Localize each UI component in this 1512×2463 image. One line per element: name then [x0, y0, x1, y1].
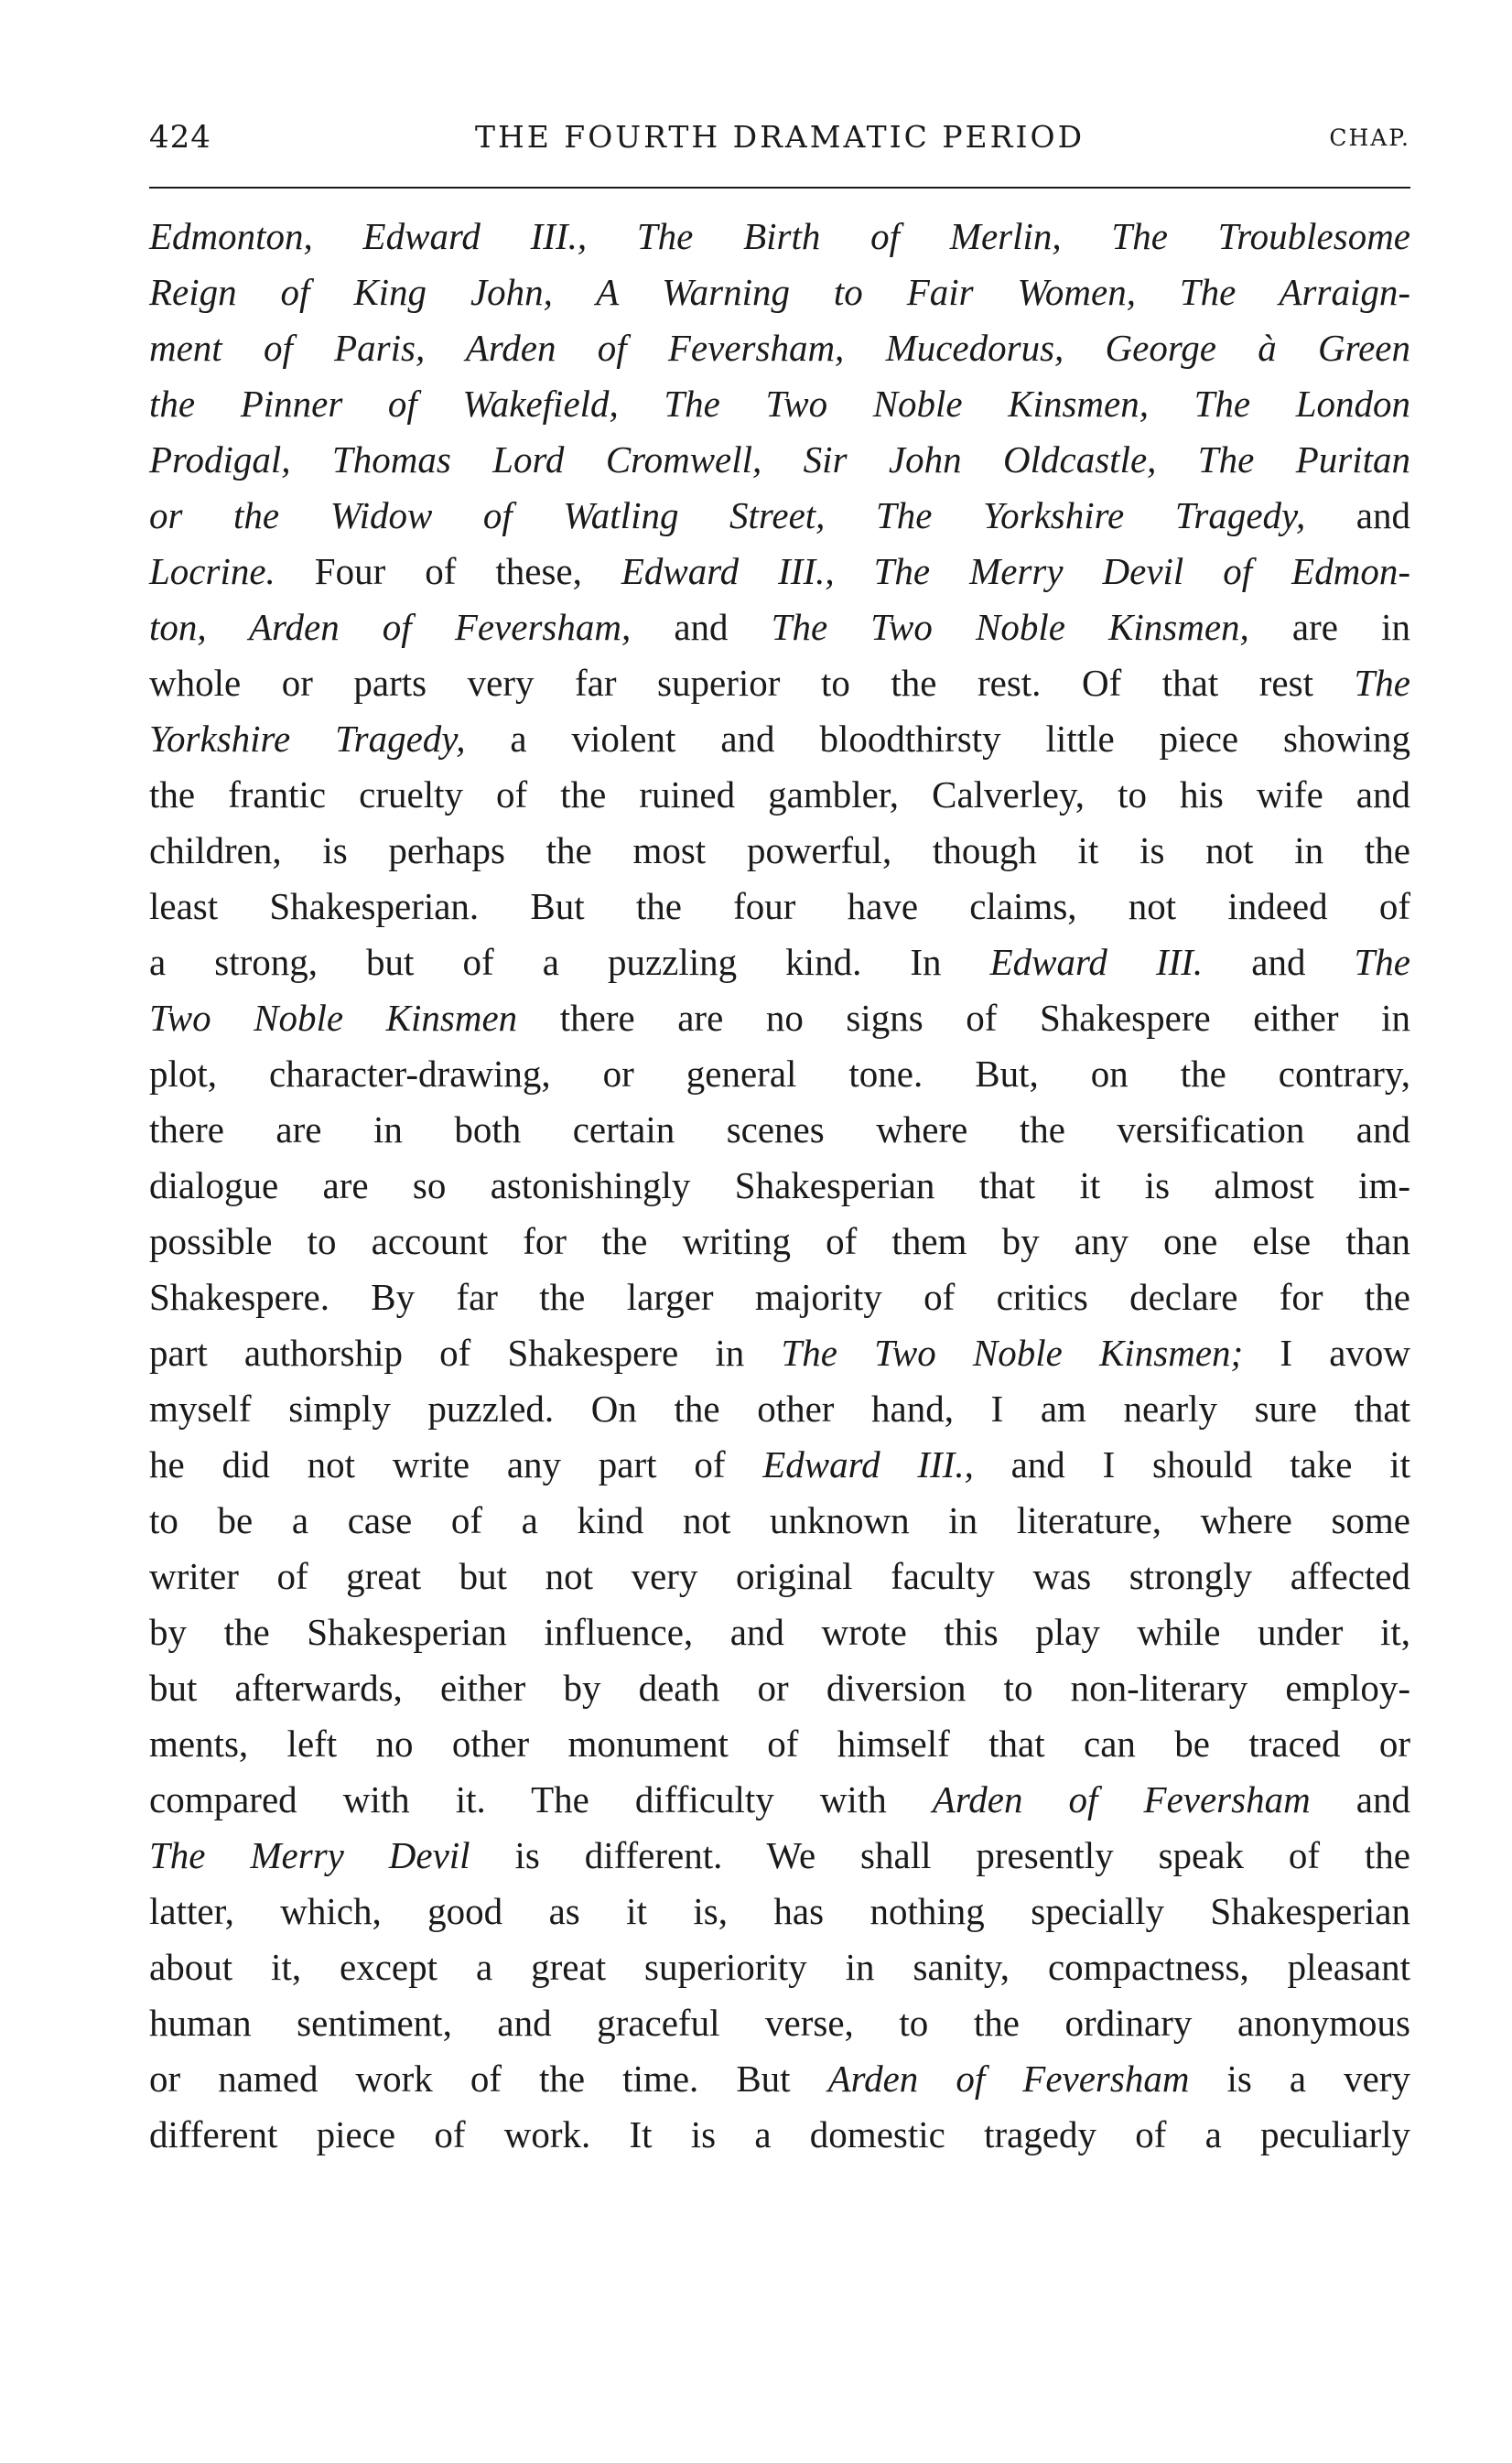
text-run: least Shakesperian. But the four have claims, not indeed of: [149, 885, 1410, 927]
text-line: [149, 320, 1410, 376]
text-run: but afterwards, either by death or diversion to non-literary employ-: [149, 1667, 1410, 1709]
text-run: ments, left no other monument of himself that can be traced or: [149, 1723, 1410, 1765]
text-line: [149, 265, 1410, 320]
italic-title-run: Locrine.: [149, 550, 275, 592]
text-line: [149, 990, 1410, 1046]
text-line: [149, 823, 1410, 879]
text-run: different piece of work. It is a domestic tragedy of a peculiarly: [149, 2113, 1410, 2155]
italic-title-run: or the Widow of Watling Street, The Yorkshire Tragedy,: [149, 494, 1306, 536]
text-run: and: [1305, 494, 1410, 536]
text-line: [149, 1604, 1410, 1660]
italic-title-run: the Pinner of Wakefield, The Two Noble Kinsmen, The London: [149, 383, 1410, 425]
text-line: [149, 2107, 1410, 2163]
text-run: and: [1310, 1778, 1410, 1820]
text-run: and: [1203, 941, 1355, 983]
chapter-label: CHAP.: [1329, 124, 1410, 151]
text-run: there are in both certain scenes where the versification and: [149, 1108, 1410, 1150]
text-run: dialogue are so astonishingly Shakesperian that it is almost im-: [149, 1164, 1410, 1206]
italic-title-run: Edward III.: [989, 941, 1204, 983]
text-run: whole or parts very far superior to the rest. Of that rest: [149, 662, 1355, 704]
text-line: [149, 1158, 1410, 1214]
text-run: human sentiment, and graceful verse, to the ordinary anonymous: [149, 2002, 1410, 2044]
text-run: is different. We shall presently speak of the: [470, 1834, 1410, 1876]
text-run: about it, except a great superiority in sanity, compactness, pleasant: [149, 1946, 1410, 1988]
text-line: [149, 1939, 1410, 1995]
text-line: [149, 600, 1410, 655]
text-line: [149, 1214, 1410, 1269]
text-line: [149, 767, 1410, 823]
page-header: [149, 115, 1410, 170]
text-line: [149, 544, 1410, 600]
italic-title-run: The Two Noble Kinsmen;: [781, 1332, 1244, 1374]
text-run: a strong, but of a puzzling kind. In: [149, 941, 990, 983]
text-run: plot, character-drawing, or general tone. But, on the contrary,: [149, 1053, 1410, 1095]
text-run: is a very: [1189, 2058, 1410, 2100]
text-run: part authorship of Shakespere in: [149, 1332, 782, 1374]
text-line: [149, 209, 1410, 265]
text-line: [149, 1884, 1410, 1939]
text-line: [149, 934, 1410, 990]
text-run: the frantic cruelty of the ruined gambler, Calverley, to his wife and: [149, 773, 1410, 816]
text-run: he did not write any part of: [149, 1443, 763, 1485]
text-run: writer of great but not very original faculty was strongly affected: [149, 1555, 1410, 1597]
text-line: [149, 711, 1410, 767]
italic-title-run: Arden of Feversham: [827, 2058, 1190, 2100]
text-run: and: [631, 606, 772, 648]
text-run: by the Shakesperian influence, and wrote this play while under it,: [149, 1611, 1410, 1653]
text-line: [149, 1381, 1410, 1437]
italic-title-run: The: [1354, 662, 1410, 704]
text-line: [149, 432, 1410, 488]
text-line: [149, 655, 1410, 711]
text-line: [149, 1995, 1410, 2051]
body-text: [149, 209, 1410, 2163]
italic-title-run: The Two Noble Kinsmen,: [771, 606, 1249, 648]
running-title: THE FOURTH DRAMATIC PERIOD: [474, 119, 1085, 155]
header-rule: [149, 187, 1410, 189]
text-run: Four of these,: [275, 550, 621, 592]
text-line: [149, 1269, 1410, 1325]
text-line: [149, 488, 1410, 544]
page-number: 424: [149, 119, 211, 156]
text-line: [149, 1325, 1410, 1381]
text-line: [149, 1046, 1410, 1102]
text-run: there are no signs of Shakespere either in: [517, 997, 1411, 1039]
text-run: a violent and bloodthirsty little piece showing: [465, 718, 1410, 760]
text-run: to be a case of a kind not unknown in literature, where some: [149, 1499, 1410, 1541]
italic-title-run: ment of Paris, Arden of Feversham, Mucedorus, George à Green: [149, 327, 1410, 369]
text-run: or named work of the time. But: [149, 2058, 828, 2100]
italic-title-run: Edmonton, Edward III., The Birth of Merlin, The Troublesome: [149, 215, 1410, 257]
text-run: I avow: [1243, 1332, 1410, 1374]
text-line: [149, 1549, 1410, 1604]
text-line: [149, 1716, 1410, 1772]
italic-title-run: ton, Arden of Feversham,: [149, 606, 632, 648]
italic-title-run: Prodigal, Thomas Lord Cromwell, Sir John Oldcastle, The Puritan: [149, 438, 1410, 481]
text-line: [149, 1437, 1410, 1493]
text-run: compared with it. The difficulty with: [149, 1778, 933, 1820]
text-run: possible to account for the writing of them by any one else than: [149, 1220, 1410, 1262]
italic-title-run: Reign of King John, A Warning to Fair Women, The Arraign-: [149, 271, 1410, 313]
text-run: myself simply puzzled. On the other hand, I am nearly sure that: [149, 1388, 1410, 1430]
text-line: [149, 879, 1410, 934]
text-run: children, is perhaps the most powerful, though it is not in the: [149, 829, 1410, 871]
text-line: [149, 1493, 1410, 1549]
italic-title-run: Yorkshire Tragedy,: [149, 718, 466, 760]
text-run: and I should take it: [973, 1443, 1410, 1485]
text-line: [149, 1772, 1410, 1828]
text-run: are in: [1248, 606, 1410, 648]
text-line: [149, 376, 1410, 432]
text-run: latter, which, good as it is, has nothing specially Shakesperian: [149, 1890, 1410, 1932]
text-run: Shakespere. By far the larger majority of critics declare for the: [149, 1276, 1410, 1318]
italic-title-run: Edward III., The Merry Devil of Edmon-: [621, 550, 1410, 592]
italic-title-run: Two Noble Kinsmen: [149, 997, 518, 1039]
text-line: [149, 1660, 1410, 1716]
text-line: [149, 1828, 1410, 1884]
italic-title-run: The Merry Devil: [149, 1834, 470, 1876]
italic-title-run: Arden of Feversham: [932, 1778, 1311, 1820]
text-line: [149, 2051, 1410, 2107]
text-line: [149, 1102, 1410, 1158]
italic-title-run: The: [1354, 941, 1410, 983]
italic-title-run: Edward III.,: [762, 1443, 974, 1485]
